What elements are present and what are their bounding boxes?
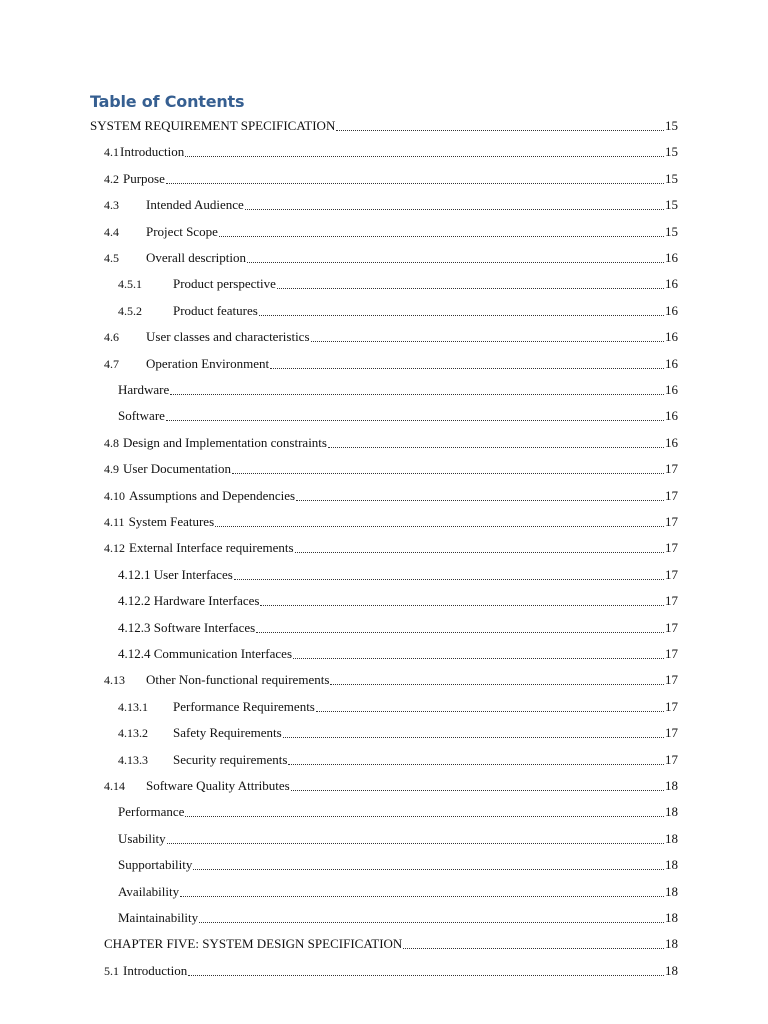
toc-entry-title: Software Quality Attributes	[146, 778, 290, 793]
toc-entry[interactable]	[90, 116, 678, 136]
toc-entry-page: 17	[665, 646, 678, 661]
toc-entry[interactable]	[104, 961, 678, 981]
dot-leader	[188, 974, 664, 976]
dot-leader	[232, 472, 664, 474]
toc-entry-title: Overall description	[146, 250, 246, 265]
toc-entry-page: 16	[665, 408, 678, 424]
dot-leader	[247, 261, 664, 263]
toc-entry-page: 16	[665, 434, 678, 450]
toc-entry-title: Maintainability	[118, 910, 199, 925]
toc-entry-page: 18	[665, 804, 678, 820]
dot-leader	[256, 631, 664, 633]
toc-entry-page: 17	[665, 751, 678, 767]
toc-entry-title: Software	[118, 408, 165, 424]
toc-entry-title: Purpose	[123, 170, 165, 186]
toc-entry-title: Usability	[118, 830, 166, 846]
toc-entry[interactable]	[118, 908, 678, 928]
toc-entry-title: Assumptions and Dependencies	[129, 487, 296, 503]
toc-entry[interactable]	[104, 195, 678, 215]
toc-entry-page: 17	[665, 672, 678, 688]
dot-leader	[245, 208, 664, 210]
toc-entry-page: 17	[665, 566, 678, 582]
toc-entry-page: 17	[665, 725, 678, 741]
toc-entry-title: Introduction	[120, 144, 185, 160]
toc-entry-number: 4.5	[104, 251, 119, 265]
toc-entry-title: Design and Implementation constraints	[123, 434, 327, 450]
toc-entry[interactable]	[104, 538, 678, 558]
toc-entry-page: 18	[665, 962, 678, 978]
toc-entry-title: Supportability	[118, 857, 193, 873]
toc-entry-page: 17	[665, 593, 678, 609]
toc-heading: Table of Contents	[90, 92, 245, 111]
toc-entry-page: 16	[665, 355, 678, 371]
toc-entry-title: User classes and characteristics	[146, 329, 310, 345]
dot-leader	[234, 578, 664, 580]
toc-entry-page: 18	[665, 857, 678, 873]
toc-entry-page: 17	[665, 540, 678, 556]
toc-entry-number: 4.10	[104, 488, 125, 503]
toc-entry[interactable]	[118, 750, 678, 770]
dot-leader	[328, 446, 664, 448]
dot-leader	[277, 287, 664, 289]
toc-entry-number: 4.13	[104, 673, 125, 688]
dot-leader	[295, 551, 664, 553]
toc-entry-title: System Features	[128, 514, 215, 529]
toc-entry-page: 17	[665, 514, 678, 529]
toc-entry[interactable]	[118, 855, 678, 875]
toc-entry-number: 4.13.3	[118, 752, 148, 767]
toc-entry-page: 16	[665, 329, 678, 345]
dot-leader	[193, 868, 664, 870]
dot-leader	[288, 763, 664, 765]
toc-entry-page: 18	[665, 830, 678, 846]
dot-leader	[316, 710, 664, 712]
toc-entry-title: Performance	[118, 804, 185, 820]
toc-entry-title: Safety Requirements	[173, 725, 282, 741]
toc-entry[interactable]	[104, 142, 678, 162]
dot-leader	[166, 182, 664, 184]
toc-entry-number: 4.4	[104, 224, 119, 239]
toc-entry-page: 15	[665, 170, 678, 186]
toc-entry-page: 18	[665, 883, 678, 899]
toc-entry-number: 4.14	[104, 779, 125, 793]
toc-entry[interactable]	[104, 248, 678, 268]
dot-leader	[167, 842, 664, 844]
toc-entry[interactable]	[118, 380, 678, 400]
dot-leader	[166, 419, 664, 421]
dot-leader	[283, 736, 664, 738]
toc-entry-page: 16	[665, 250, 678, 265]
toc-entry-title: Project Scope	[146, 223, 218, 239]
toc-entry[interactable]	[118, 406, 678, 426]
dot-leader	[180, 895, 664, 897]
dot-leader	[215, 525, 664, 527]
toc-entry[interactable]	[118, 802, 678, 822]
toc-entry-page: 17	[665, 487, 678, 503]
dot-leader	[291, 789, 664, 791]
toc-entry[interactable]	[104, 670, 678, 690]
toc-entry[interactable]	[104, 776, 678, 796]
toc-entry[interactable]	[104, 512, 678, 532]
toc-entry[interactable]	[118, 829, 678, 849]
toc-entry[interactable]	[104, 222, 678, 242]
dot-leader	[259, 314, 664, 316]
toc-entry-title: User Documentation	[123, 461, 231, 477]
toc-entry[interactable]	[104, 934, 678, 954]
dot-leader	[219, 235, 664, 237]
toc-entry-title: 4.12.4 Communication Interfaces	[118, 646, 293, 661]
toc-entry[interactable]	[118, 644, 678, 664]
toc-entry-page: 18	[665, 778, 678, 793]
toc-entry[interactable]	[104, 459, 678, 479]
toc-entry-page: 15	[665, 223, 678, 239]
toc-entry-title: Availability	[118, 883, 180, 899]
dot-leader	[336, 129, 664, 131]
toc-entry[interactable]	[118, 618, 678, 638]
toc-entry[interactable]	[118, 697, 678, 717]
toc-entry-page: 16	[665, 382, 678, 397]
toc-entry-number: 5.1	[104, 963, 119, 978]
toc-entry-page: 17	[665, 461, 678, 477]
toc-entry-title: CHAPTER FIVE: SYSTEM DESIGN SPECIFICATION	[104, 936, 403, 952]
toc-entry-title: Operation Environment	[146, 355, 270, 371]
toc-entry[interactable]	[104, 169, 678, 189]
toc-entry-number: 4.12	[104, 541, 125, 556]
toc-entry-title: Intended Audience	[146, 197, 244, 213]
toc-entry-number: 4.13.1	[118, 699, 148, 714]
toc-entry[interactable]	[118, 565, 678, 585]
dot-leader	[170, 393, 664, 395]
toc-entry-number: 4.6	[104, 330, 119, 345]
toc-entry-page: 15	[665, 197, 678, 213]
toc-entry-page: 18	[665, 936, 678, 952]
toc-entry-number: 4.8	[104, 435, 119, 450]
toc-entry-page: 18	[665, 910, 678, 925]
dot-leader	[185, 815, 664, 817]
toc-entry-page: 15	[665, 118, 678, 133]
toc-entry[interactable]	[104, 433, 678, 453]
dot-leader	[403, 947, 664, 949]
toc-entry-title: Product features	[173, 302, 258, 318]
toc-entry-title: Introduction	[123, 962, 188, 978]
toc-entry-page: 17	[665, 698, 678, 714]
toc-entry-number: 4.7	[104, 356, 119, 371]
toc-entry-title: External Interface requirements	[129, 540, 294, 556]
toc-entry-number: 4.11	[104, 515, 125, 529]
dot-leader	[330, 683, 664, 685]
toc-entry[interactable]	[104, 354, 678, 374]
dot-leader	[270, 367, 664, 369]
toc-entry-page: 17	[665, 619, 678, 635]
toc-entry[interactable]	[118, 301, 678, 321]
dot-leader	[185, 155, 664, 157]
toc-entry-title: Product perspective	[173, 276, 276, 292]
toc-entry-number: 4.5.2	[118, 303, 142, 318]
toc-entry-title: 4.12.1 User Interfaces	[118, 566, 233, 582]
toc-entry-number: 4.1	[104, 145, 119, 160]
dot-leader	[296, 499, 664, 501]
toc-entry-page: 16	[665, 276, 678, 292]
toc-entry-title: SYSTEM REQUIREMENT SPECIFICATION	[90, 118, 336, 133]
toc-entry[interactable]	[118, 591, 678, 611]
toc-entry-title: 4.12.2 Hardware Interfaces	[118, 593, 260, 609]
toc-entry-title: 4.12.3 Software Interfaces	[118, 619, 256, 635]
toc-entry-title: Other Non-functional requirements	[146, 672, 330, 688]
toc-entry[interactable]	[118, 882, 678, 902]
toc-entry-number: 4.13.2	[118, 726, 148, 741]
toc-entry[interactable]	[104, 327, 678, 347]
toc-entry-number: 4.9	[104, 462, 119, 477]
toc-entry-number: 4.3	[104, 198, 119, 213]
toc-entry-title: Security requirements	[173, 751, 288, 767]
toc-entry[interactable]	[118, 274, 678, 294]
toc-entry[interactable]	[104, 486, 678, 506]
toc-entry-page: 16	[665, 302, 678, 318]
dot-leader	[293, 657, 664, 659]
dot-leader	[199, 921, 664, 923]
dot-leader	[311, 340, 664, 342]
toc-entry-number: 4.5.1	[118, 277, 142, 292]
toc-entry-number: 4.2	[104, 171, 119, 186]
toc-entry[interactable]	[118, 723, 678, 743]
dot-leader	[260, 604, 664, 606]
toc-entry-page: 15	[665, 144, 678, 160]
toc-entry-title: Hardware	[118, 382, 170, 397]
toc-entry-title: Performance Requirements	[173, 698, 315, 714]
